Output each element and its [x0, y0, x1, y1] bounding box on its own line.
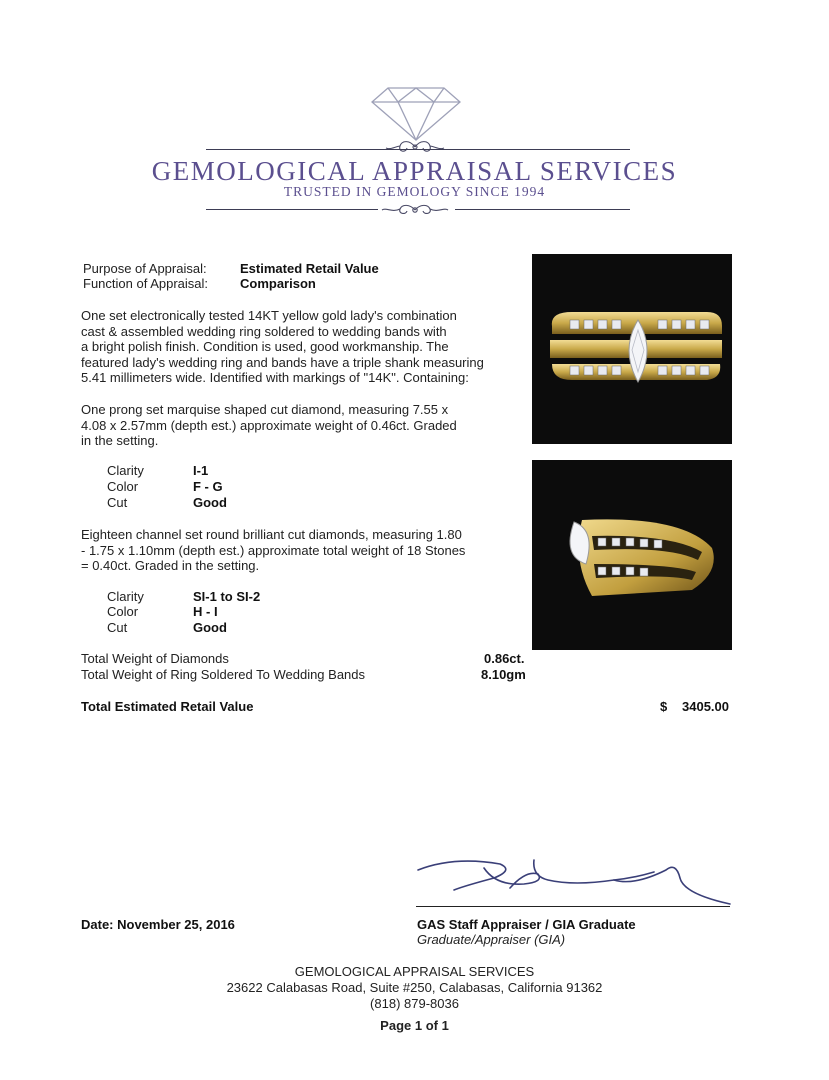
- total-retail-value: 3405.00: [682, 699, 729, 714]
- ornament-top-icon: [384, 138, 446, 156]
- center-color-label: Color: [107, 479, 139, 494]
- total-diamonds-label: Total Weight of Diamonds: [81, 651, 229, 666]
- total-diamonds-value: 0.86ct.: [484, 651, 525, 666]
- center-cut-value: Good: [193, 495, 227, 510]
- currency-symbol: $: [660, 699, 668, 714]
- center-stone-line: One prong set marquise shaped cut diamond, measuring 7.55 x: [81, 402, 449, 417]
- ring-angle-image: [532, 460, 732, 650]
- side-stones-line: = 0.40ct. Graded in the setting.: [81, 558, 260, 573]
- footer-address: 23622 Calabasas Road, Suite #250, Calabasas, California 91362: [226, 980, 603, 995]
- ring-photo-angle: [532, 460, 732, 650]
- purpose-value: Estimated Retail Value: [240, 261, 379, 276]
- function-value: Comparison: [240, 276, 316, 291]
- ring-top-image: [532, 254, 732, 444]
- page-number: Page 1 of 1: [380, 1018, 449, 1033]
- purpose-label: Purpose of Appraisal:: [83, 261, 207, 276]
- description-paragraph: [81, 308, 511, 386]
- appraiser-subtitle: Graduate/Appraiser (GIA): [417, 932, 566, 947]
- center-color-value: F - G: [193, 479, 223, 494]
- description-line: featured lady's wedding ring and bands have a triple shank measuring: [81, 354, 484, 370]
- ring-photo-top: [532, 254, 732, 444]
- center-cut-label: Cut: [107, 495, 128, 510]
- function-label: Function of Appraisal:: [83, 276, 209, 291]
- ornament-bottom-icon: [380, 201, 450, 219]
- date-text: Date: November 25, 2016: [81, 917, 235, 932]
- footer-phone: (818) 879-8036: [370, 996, 459, 1011]
- side-stones-line: - 1.75 x 1.10mm (depth est.) approximate total weight of 18 Stones: [81, 542, 466, 558]
- header-rule-top: [206, 149, 630, 150]
- company-tagline: TRUSTED IN GEMOLOGY SINCE 1994: [283, 184, 546, 199]
- header-rule-right: [455, 209, 630, 210]
- header-rule-left: [206, 209, 378, 210]
- total-ring-label: Total Weight of Ring Soldered To Wedding Bands: [81, 667, 366, 682]
- side-stones-paragraph: [81, 527, 511, 574]
- center-stone-line: in the setting.: [81, 433, 159, 448]
- company-title: GEMOLOGICAL APPRAISAL SERVICES: [151, 156, 678, 186]
- description-line: cast & assembled wedding ring soldered to wedding bands with: [81, 323, 447, 339]
- footer-company: GEMOLOGICAL APPRAISAL SERVICES: [294, 964, 535, 979]
- diamond-logo-icon: [368, 84, 464, 142]
- side-clarity-value: SI-1 to SI-2: [193, 589, 261, 604]
- center-stone-paragraph: [81, 402, 511, 449]
- description-line: 5.41 millimeters wide. Identified with markings of "14K". Containing:: [81, 370, 469, 385]
- side-cut-label: Cut: [107, 620, 128, 635]
- description-line: a bright polish finish. Condition is used, good workmanship. The: [81, 339, 449, 354]
- side-stones-line: Eighteen channel set round brilliant cut diamonds, measuring 1.80: [81, 527, 462, 542]
- appraiser-title: GAS Staff Appraiser / GIA Graduate: [417, 917, 636, 932]
- side-color-value: H - I: [193, 604, 218, 619]
- total-ring-value: 8.10gm: [481, 667, 526, 682]
- appraiser-signature: [414, 850, 734, 908]
- center-clarity-label: Clarity: [107, 463, 144, 478]
- center-stone-line: 4.08 x 2.57mm (depth est.) approximate weight of 0.46ct. Graded: [81, 417, 457, 433]
- side-cut-value: Good: [193, 620, 227, 635]
- center-clarity-value: I-1: [193, 463, 209, 478]
- side-color-label: Color: [107, 604, 139, 619]
- total-retail-label: Total Estimated Retail Value: [81, 699, 254, 714]
- description-line: One set electronically tested 14KT yellow gold lady's combination: [81, 308, 457, 323]
- signature-line: [416, 906, 730, 907]
- side-clarity-label: Clarity: [107, 589, 144, 604]
